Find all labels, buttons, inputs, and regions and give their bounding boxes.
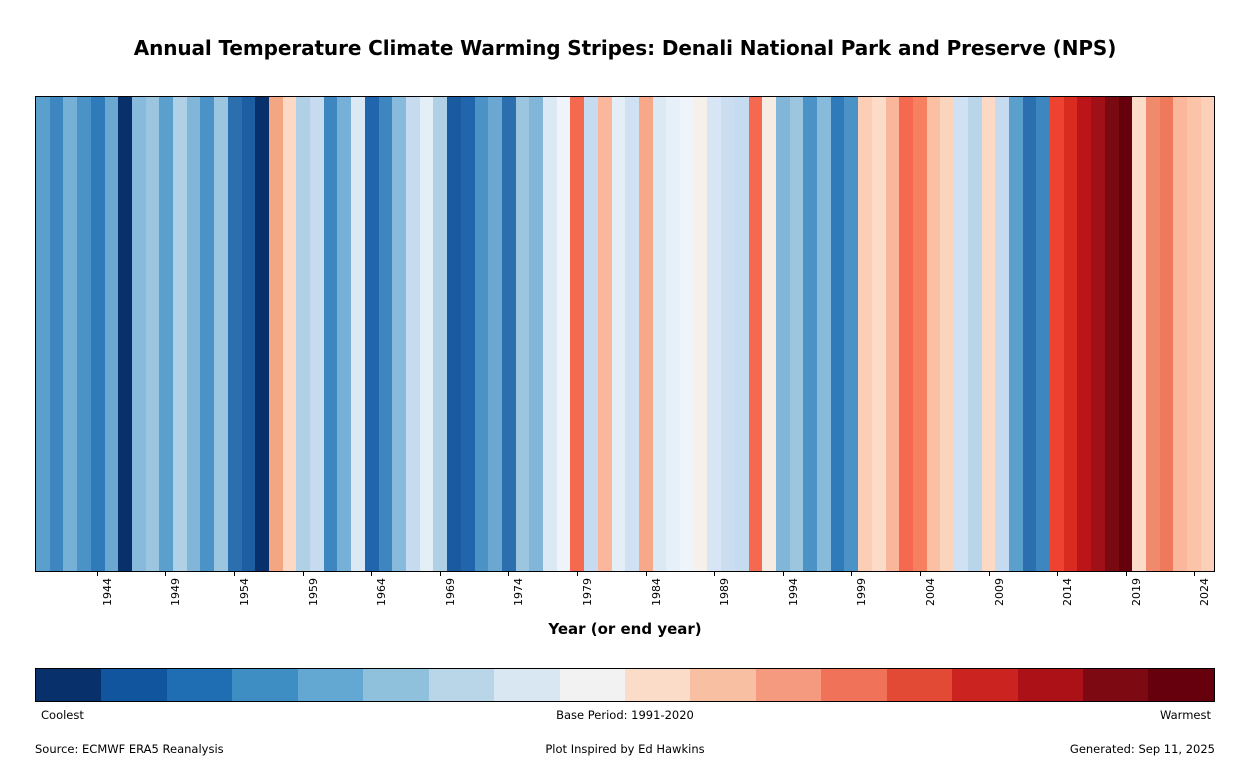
stripe-1985	[653, 97, 667, 571]
stripe-1957	[269, 97, 283, 571]
stripe-1954	[228, 97, 242, 571]
x-tick-label-2009: 2009	[992, 578, 1006, 606]
stripe-1982	[612, 97, 626, 571]
stripe-2019	[1119, 97, 1133, 571]
stripe-1996	[803, 97, 817, 571]
stripe-1991	[735, 97, 749, 571]
stripe-1966	[392, 97, 406, 571]
stripe-2000	[858, 97, 872, 571]
stripe-1977	[543, 97, 557, 571]
stripe-1992	[749, 97, 763, 571]
stripe-2024	[1187, 97, 1201, 571]
stripe-2004	[913, 97, 927, 571]
stripes-plot-area	[35, 96, 1215, 572]
x-tick-1944	[97, 572, 98, 576]
stripe-1950	[173, 97, 187, 571]
legend-swatch-8	[560, 669, 625, 701]
stripe-2021	[1146, 97, 1160, 571]
stripe-1975	[516, 97, 530, 571]
stripe-1956	[255, 97, 269, 571]
color-legend-labels	[35, 708, 1215, 724]
x-tick-1964	[371, 572, 372, 576]
stripe-2016	[1077, 97, 1091, 571]
stripe-1971	[461, 97, 475, 571]
x-tick-label-2014: 2014	[1061, 578, 1075, 606]
stripe-1968	[420, 97, 434, 571]
stripe-2023	[1173, 97, 1187, 571]
stripe-2012	[1023, 97, 1037, 571]
stripe-2002	[886, 97, 900, 571]
legend-swatch-13	[887, 669, 952, 701]
stripe-2006	[940, 97, 954, 571]
x-axis-title: Year (or end year)	[548, 620, 702, 638]
stripe-2003	[899, 97, 913, 571]
legend-swatch-14	[952, 669, 1017, 701]
x-tick-1954	[234, 572, 235, 576]
stripe-1959	[296, 97, 310, 571]
stripe-1951	[187, 97, 201, 571]
stripe-2025	[1201, 97, 1215, 571]
x-tick-1994	[783, 572, 784, 576]
stripe-2022	[1160, 97, 1174, 571]
stripe-1994	[776, 97, 790, 571]
stripe-1979	[570, 97, 584, 571]
stripe-1976	[529, 97, 543, 571]
x-tick-label-1999: 1999	[855, 578, 869, 606]
legend-swatch-15	[1018, 669, 1083, 701]
x-tick-label-1944: 1944	[100, 578, 114, 606]
stripe-1969	[433, 97, 447, 571]
legend-base-period-label: Base Period: 1991-2020	[556, 708, 694, 722]
x-tick-label-1974: 1974	[512, 578, 526, 606]
stripe-1981	[598, 97, 612, 571]
stripe-1949	[159, 97, 173, 571]
x-tick-label-1969: 1969	[443, 578, 457, 606]
stripe-2005	[927, 97, 941, 571]
stripe-1943	[77, 97, 91, 571]
stripe-1947	[132, 97, 146, 571]
stripe-2011	[1009, 97, 1023, 571]
x-tick-label-2024: 2024	[1198, 578, 1212, 606]
legend-swatch-6	[429, 669, 494, 701]
legend-swatch-2	[167, 669, 232, 701]
stripe-1962	[337, 97, 351, 571]
stripe-1970	[447, 97, 461, 571]
stripe-1940	[36, 97, 50, 571]
stripe-1960	[310, 97, 324, 571]
stripe-1984	[639, 97, 653, 571]
legend-swatch-11	[756, 669, 821, 701]
stripe-1989	[707, 97, 721, 571]
stripe-1953	[214, 97, 228, 571]
x-tick-2004	[920, 572, 921, 576]
stripe-1993	[762, 97, 776, 571]
stripe-2009	[982, 97, 996, 571]
stripe-2007	[954, 97, 968, 571]
x-tick-label-1954: 1954	[237, 578, 251, 606]
legend-swatch-10	[690, 669, 755, 701]
x-tick-1999	[851, 572, 852, 576]
stripe-1961	[324, 97, 338, 571]
stripe-1998	[831, 97, 845, 571]
legend-swatch-0	[36, 669, 101, 701]
stripe-1946	[118, 97, 132, 571]
stripe-2001	[872, 97, 886, 571]
legend-coolest-label: Coolest	[41, 708, 84, 722]
stripe-1944	[91, 97, 105, 571]
legend-swatch-5	[363, 669, 428, 701]
legend-swatch-12	[821, 669, 886, 701]
x-tick-label-1959: 1959	[306, 578, 320, 606]
stripe-1942	[63, 97, 77, 571]
stripe-2018	[1105, 97, 1119, 571]
x-tick-label-2019: 2019	[1129, 578, 1143, 606]
stripe-1983	[625, 97, 639, 571]
x-tick-label-1984: 1984	[649, 578, 663, 606]
stripe-2013	[1036, 97, 1050, 571]
stripe-1964	[365, 97, 379, 571]
stripe-1990	[721, 97, 735, 571]
stripe-1965	[379, 97, 393, 571]
x-tick-label-1964: 1964	[375, 578, 389, 606]
stripe-1941	[50, 97, 64, 571]
legend-swatch-7	[494, 669, 559, 701]
x-tick-label-1979: 1979	[580, 578, 594, 606]
stripe-1967	[406, 97, 420, 571]
stripe-2010	[995, 97, 1009, 571]
x-tick-2019	[1126, 572, 1127, 576]
legend-warmest-label: Warmest	[1160, 708, 1211, 722]
legend-swatch-17	[1148, 669, 1213, 701]
stripe-1995	[790, 97, 804, 571]
stripe-1999	[844, 97, 858, 571]
stripe-1963	[351, 97, 365, 571]
footer-credit: Plot Inspired by Ed Hawkins	[545, 742, 705, 756]
stripe-2020	[1132, 97, 1146, 571]
stripe-1986	[666, 97, 680, 571]
footer	[35, 742, 1215, 758]
legend-swatch-1	[101, 669, 166, 701]
footer-source: Source: ECMWF ERA5 Reanalysis	[35, 742, 224, 756]
stripe-1973	[488, 97, 502, 571]
stripe-1974	[502, 97, 516, 571]
x-tick-label-1989: 1989	[718, 578, 732, 606]
x-tick-1959	[303, 572, 304, 576]
stripe-1958	[283, 97, 297, 571]
x-tick-label-1949: 1949	[169, 578, 183, 606]
stripe-1978	[557, 97, 571, 571]
stripe-1952	[200, 97, 214, 571]
color-legend	[35, 668, 1215, 702]
x-tick-1984	[646, 572, 647, 576]
stripe-1955	[242, 97, 256, 571]
legend-swatch-4	[298, 669, 363, 701]
x-tick-2014	[1057, 572, 1058, 576]
page-title: Annual Temperature Climate Warming Stripes: Denali National Park and Preserve (NPS)	[133, 36, 1117, 60]
x-tick-1949	[165, 572, 166, 576]
x-tick-1979	[577, 572, 578, 576]
stripe-2014	[1050, 97, 1064, 571]
stripe-1980	[584, 97, 598, 571]
legend-swatch-3	[232, 669, 297, 701]
legend-swatch-9	[625, 669, 690, 701]
stripe-2015	[1064, 97, 1078, 571]
stripe-2017	[1091, 97, 1105, 571]
x-tick-1969	[440, 572, 441, 576]
stripe-1948	[146, 97, 160, 571]
x-tick-2024	[1194, 572, 1195, 576]
stripe-1945	[105, 97, 119, 571]
x-tick-2009	[989, 572, 990, 576]
stripe-1987	[680, 97, 694, 571]
x-tick-1974	[508, 572, 509, 576]
x-tick-label-1994: 1994	[786, 578, 800, 606]
stripe-1988	[694, 97, 708, 571]
footer-generated: Generated: Sep 11, 2025	[1069, 742, 1215, 756]
stripe-2008	[968, 97, 982, 571]
stripe-1972	[475, 97, 489, 571]
x-tick-label-2004: 2004	[924, 578, 937, 606]
stripe-1997	[817, 97, 831, 571]
x-tick-1989	[714, 572, 715, 576]
legend-swatch-16	[1083, 669, 1148, 701]
